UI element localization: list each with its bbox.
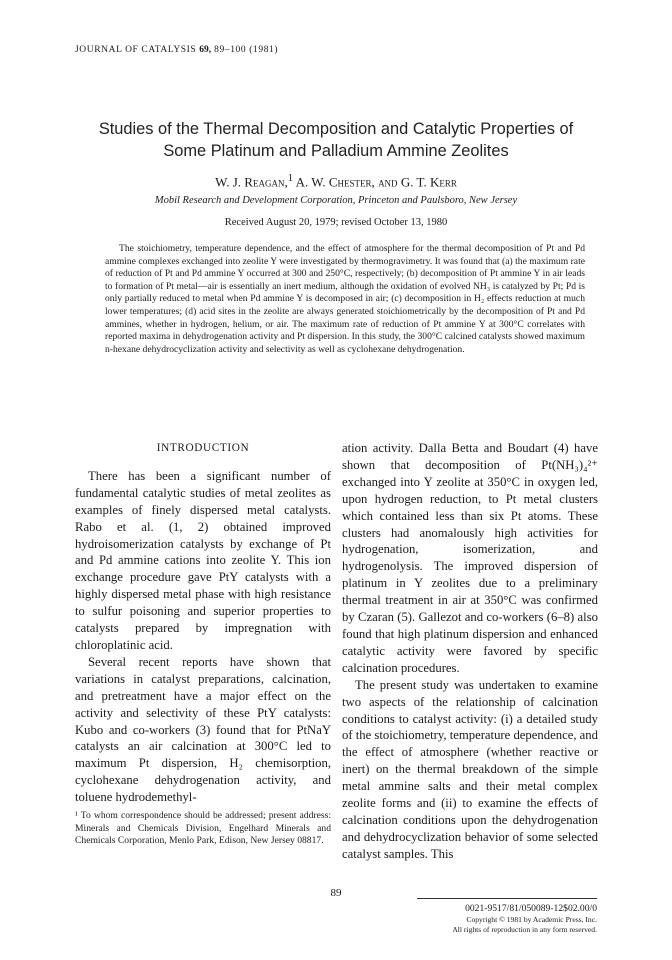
journal-header	[75, 45, 278, 55]
abstract	[105, 243, 585, 356]
publisher-divider	[417, 898, 597, 899]
author-list	[40, 172, 632, 190]
page-number: 89	[330, 887, 342, 899]
publisher-info	[417, 898, 597, 935]
journal-volume: 69,	[199, 45, 212, 55]
rights-line: All rights of reproduction in any form reserved.	[452, 925, 597, 934]
author-footnote: ¹ To whom correspondence should be addressed; present address: Minerals and Chemicals Division, Engelhard Minerals and Chemicals Corporation, Menlo Park, Edison, New Jersey 08817.	[75, 810, 331, 847]
intro-paragraph-2-continued: ation activity. Dalla Betta and Boudart (4) have shown that decomposition of Pt(NH₃)₄²⁺ exchanged into Y zeolite at 350°C in oxygen led, upon hydrogen reduction, to Pt metal clusters which contained less than six Pt atoms. These clusters had anomalously high activities for hydrogenation, isomerization, and hydrogenolysis. The improved dispersion of platinum in Y zeolites due to a preliminary thermal treatment in air at 350°C was confirmed by Czaran (5). Gallezot and co-workers (6–8) also found that high platinum dispersion and enhanced catalytic activity were favored by specific calcination procedures.	[342, 441, 598, 675]
author-footnote-marker: 1	[287, 172, 294, 184]
author-kerr: G. T. Kerr	[397, 174, 457, 190]
intro-paragraph-1: There has been a significant number of fundamental catalytic studies of metal zeolites as examples of finely dispersed metal catalysts. Rabo et al. (1, 2) obtained improved hydroisomerization catalysts by exchange of Pt and Pd ammine cations into zeolite Y. This ion exchange procedure gave PtY catalysts with a highly dispersed metal phase with high resistance to sulfur poisoning and superior properties to catalysts prepared by impregnation with chloroplatinic acid.	[75, 468, 331, 652]
journal-pages-year: 89–100 (1981)	[214, 45, 279, 55]
article-title	[40, 118, 632, 162]
right-column	[342, 440, 598, 863]
title-line-2: Some Platinum and Palladium Ammine Zeolites	[163, 142, 509, 160]
journal-name: JOURNAL OF CATALYSIS	[75, 45, 197, 55]
author-chester: A. W. Chester,	[293, 174, 375, 190]
abstract-paragraph: The stoichiometry, temperature dependence, and the effect of atmosphere for the thermal decomposition of Pt and Pd ammine complexes exchanged into zeolite Y were investigated by thermogravimetry. It was found that (a) the maximum rate of reduction of Pt and Pd ammine Y occurred at 300 and 250°C, respectively; (b) decomposition of Pt ammine Y in air leads to formation of Pt metal—air is essentially an inert medium, although the oxidation of evolved NH₃ is catalyzed by Pt; Pd is only partially reduced to metal when Pd ammine Y is decomposed in air; (c) decomposition in H₂ effects reduction at much lower temperatures; (d) acid sites in the zeolite are always generated stoichiometrically by the decomposition of Pt and Pd ammines, whether in hydrogen, helium, or air. The maximum rate of reduction of Pt ammine Y at 300°C correlates with reported maxima in dehydrogenation activity and Pt dispersion. In this study, the 300°C calcined catalysts showed maximum n-hexane dehydrocyclization activity and selectivity as well as cyclohexane dehydrogenation.	[105, 243, 585, 355]
title-line-1: Studies of the Thermal Decomposition and Catalytic Properties of	[98, 120, 574, 138]
issn-code: 0021-9517/81/050089-12$02.00/0	[465, 903, 597, 914]
author-reagan: W. J. Reagan,	[215, 174, 288, 190]
received-dates: Received August 20, 1979; revised October 13, 1980	[224, 217, 448, 228]
author-conjunction: and	[374, 174, 398, 190]
copyright-line: Copyright © 1981 by Academic Press, Inc.	[466, 915, 597, 924]
affiliation: Mobil Research and Development Corporation, Princeton and Paulsboro, New Jersey	[154, 195, 518, 206]
intro-paragraph-2: Several recent reports have shown that variations in catalyst preparations, calcination, and pretreatment have a major effect on the activity and selectivity of these PtY catalysts: Kubo and co-workers (3) found that for PtNaY catalysts an air calcination at 300°C led to maximum Pt dispersion, H₂ chemisorption, cyclohexane dehydrogenation activity, and toluene hydrodemethyl-	[75, 654, 331, 805]
left-column	[75, 440, 331, 806]
introduction-heading: INTRODUCTION	[156, 442, 250, 454]
intro-paragraph-3: The present study was undertaken to examine two aspects of the relationship of calcination conditions to catalyst activity: (i) a detailed study of the stoichiometry, temperature dependence, and the effect of atmosphere (whether reactive or inert) on the thermal breakdown of the simple metal ammine salts and their metal complex zeolite forms and (ii) to examine the effects of calcination conditions upon the dehydrogenation and dehydrocyclization behavior of some selected catalyst samples. This	[342, 677, 598, 861]
